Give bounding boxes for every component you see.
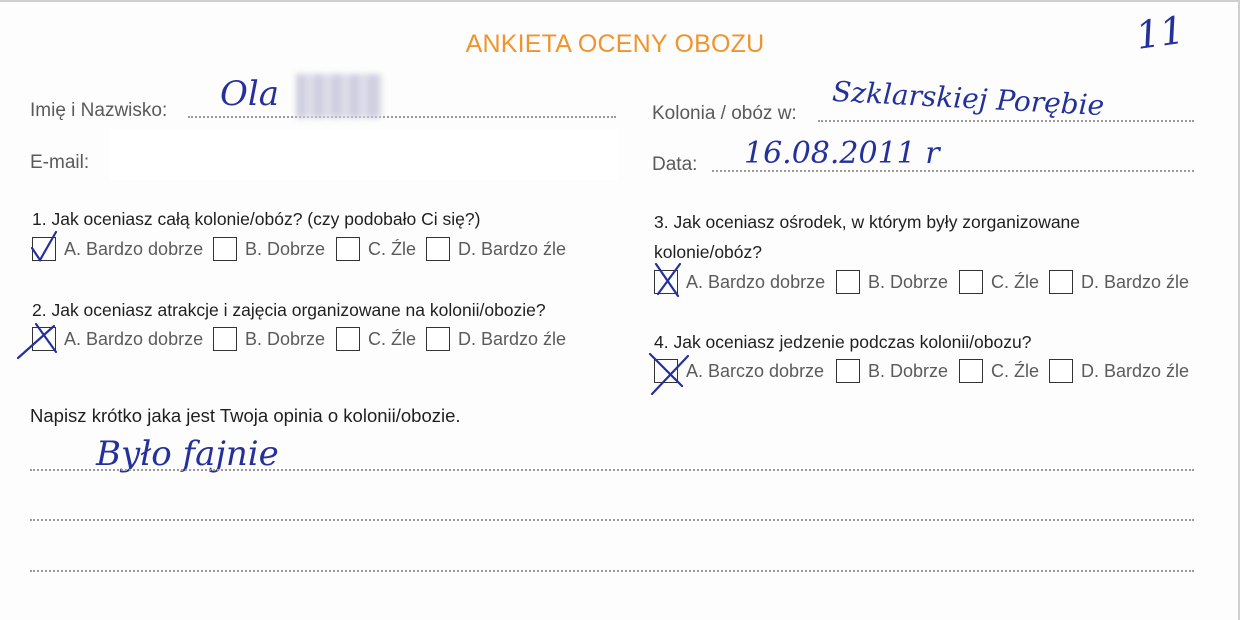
opinion-line-3 — [30, 570, 1194, 572]
redacted-surname — [296, 74, 382, 118]
question-4: 4. Jak oceniasz jedzenie podczas kolonii/obozu? — [654, 332, 1032, 352]
q2-cross-mark — [12, 318, 62, 364]
q4-checkbox-b[interactable] — [836, 359, 860, 383]
opinion-line-2 — [30, 519, 1194, 521]
q1-option-c-label: C. Źle — [368, 239, 417, 259]
date-value: 16.08.2011 r — [744, 136, 940, 171]
q4-option-d-label: D. Bardzo źle — [1081, 361, 1190, 381]
q1-option-d-label: D. Bardzo źle — [458, 239, 567, 259]
name-label: Imię i Nazwisko: — [30, 100, 168, 121]
q3-checkbox-c[interactable] — [959, 270, 983, 294]
q3-option-a-label: A. Bardzo dobrze — [686, 272, 826, 292]
q4-checkbox-c[interactable] — [959, 359, 983, 383]
q3-option-d-label: D. Bardzo źle — [1081, 272, 1190, 292]
q2-checkbox-c[interactable] — [336, 327, 360, 351]
q4-checkbox-d[interactable] — [1049, 359, 1073, 383]
opinion-question: Napisz krótko jaka jest Twoja opinia o kolonii/obozie. — [30, 405, 461, 426]
camp-line — [818, 120, 1194, 122]
q1-checkbox-b[interactable] — [213, 237, 237, 261]
q2-option-a-label: A. Bardzo dobrze — [64, 329, 204, 349]
email-label: E-mail: — [30, 152, 90, 173]
q4-option-a-label: A. Barczo dobrze — [686, 361, 825, 381]
opinion-answer: Było fajnie — [96, 434, 279, 474]
q1-option-a-label: A. Bardzo dobrze — [64, 239, 204, 259]
q2-option-c-label: C. Źle — [368, 329, 417, 349]
q1-check-mark — [26, 228, 62, 268]
q2-option-d-label: D. Bardzo źle — [458, 329, 567, 349]
q1-checkbox-d[interactable] — [426, 237, 450, 261]
q3-cross-mark — [648, 258, 688, 302]
q4-cross-mark — [644, 346, 694, 398]
question-2: 2. Jak oceniasz atrakcje i zajęcia organizowane na kolonii/obozie? — [32, 300, 546, 320]
q2-option-b-label: B. Dobrze — [245, 329, 326, 349]
q3-checkbox-b[interactable] — [836, 270, 860, 294]
q4-option-b-label: B. Dobrze — [868, 361, 949, 381]
name-line — [188, 116, 616, 118]
question-3-line-2: kolonie/obóz? — [654, 242, 762, 262]
question-1: 1. Jak oceniasz całą kolonie/obóz? (czy podobało Ci się?) — [32, 209, 481, 229]
q2-checkbox-b[interactable] — [213, 327, 237, 351]
q4-option-c-label: C. Źle — [991, 361, 1040, 381]
form-title: ANKIETA OCENY OBOZU — [465, 30, 765, 58]
date-label: Data: — [652, 154, 698, 175]
camp-value: Szklarskiej Porębie — [831, 74, 1106, 123]
q3-checkbox-d[interactable] — [1049, 270, 1073, 294]
opinion-line-1 — [30, 469, 1194, 471]
name-value: Ola — [220, 74, 280, 114]
q3-option-c-label: C. Źle — [991, 272, 1040, 292]
email-field[interactable] — [110, 129, 618, 180]
q3-option-b-label: B. Dobrze — [868, 272, 949, 292]
serial-number: 11 — [1133, 7, 1188, 58]
question-3-line-1: 3. Jak oceniasz ośrodek, w którym były zorganizowane — [654, 212, 1081, 232]
q1-checkbox-c[interactable] — [336, 237, 360, 261]
camp-label: Kolonia / obóz w: — [652, 103, 797, 124]
q1-option-b-label: B. Dobrze — [245, 239, 326, 259]
q2-checkbox-d[interactable] — [426, 327, 450, 351]
